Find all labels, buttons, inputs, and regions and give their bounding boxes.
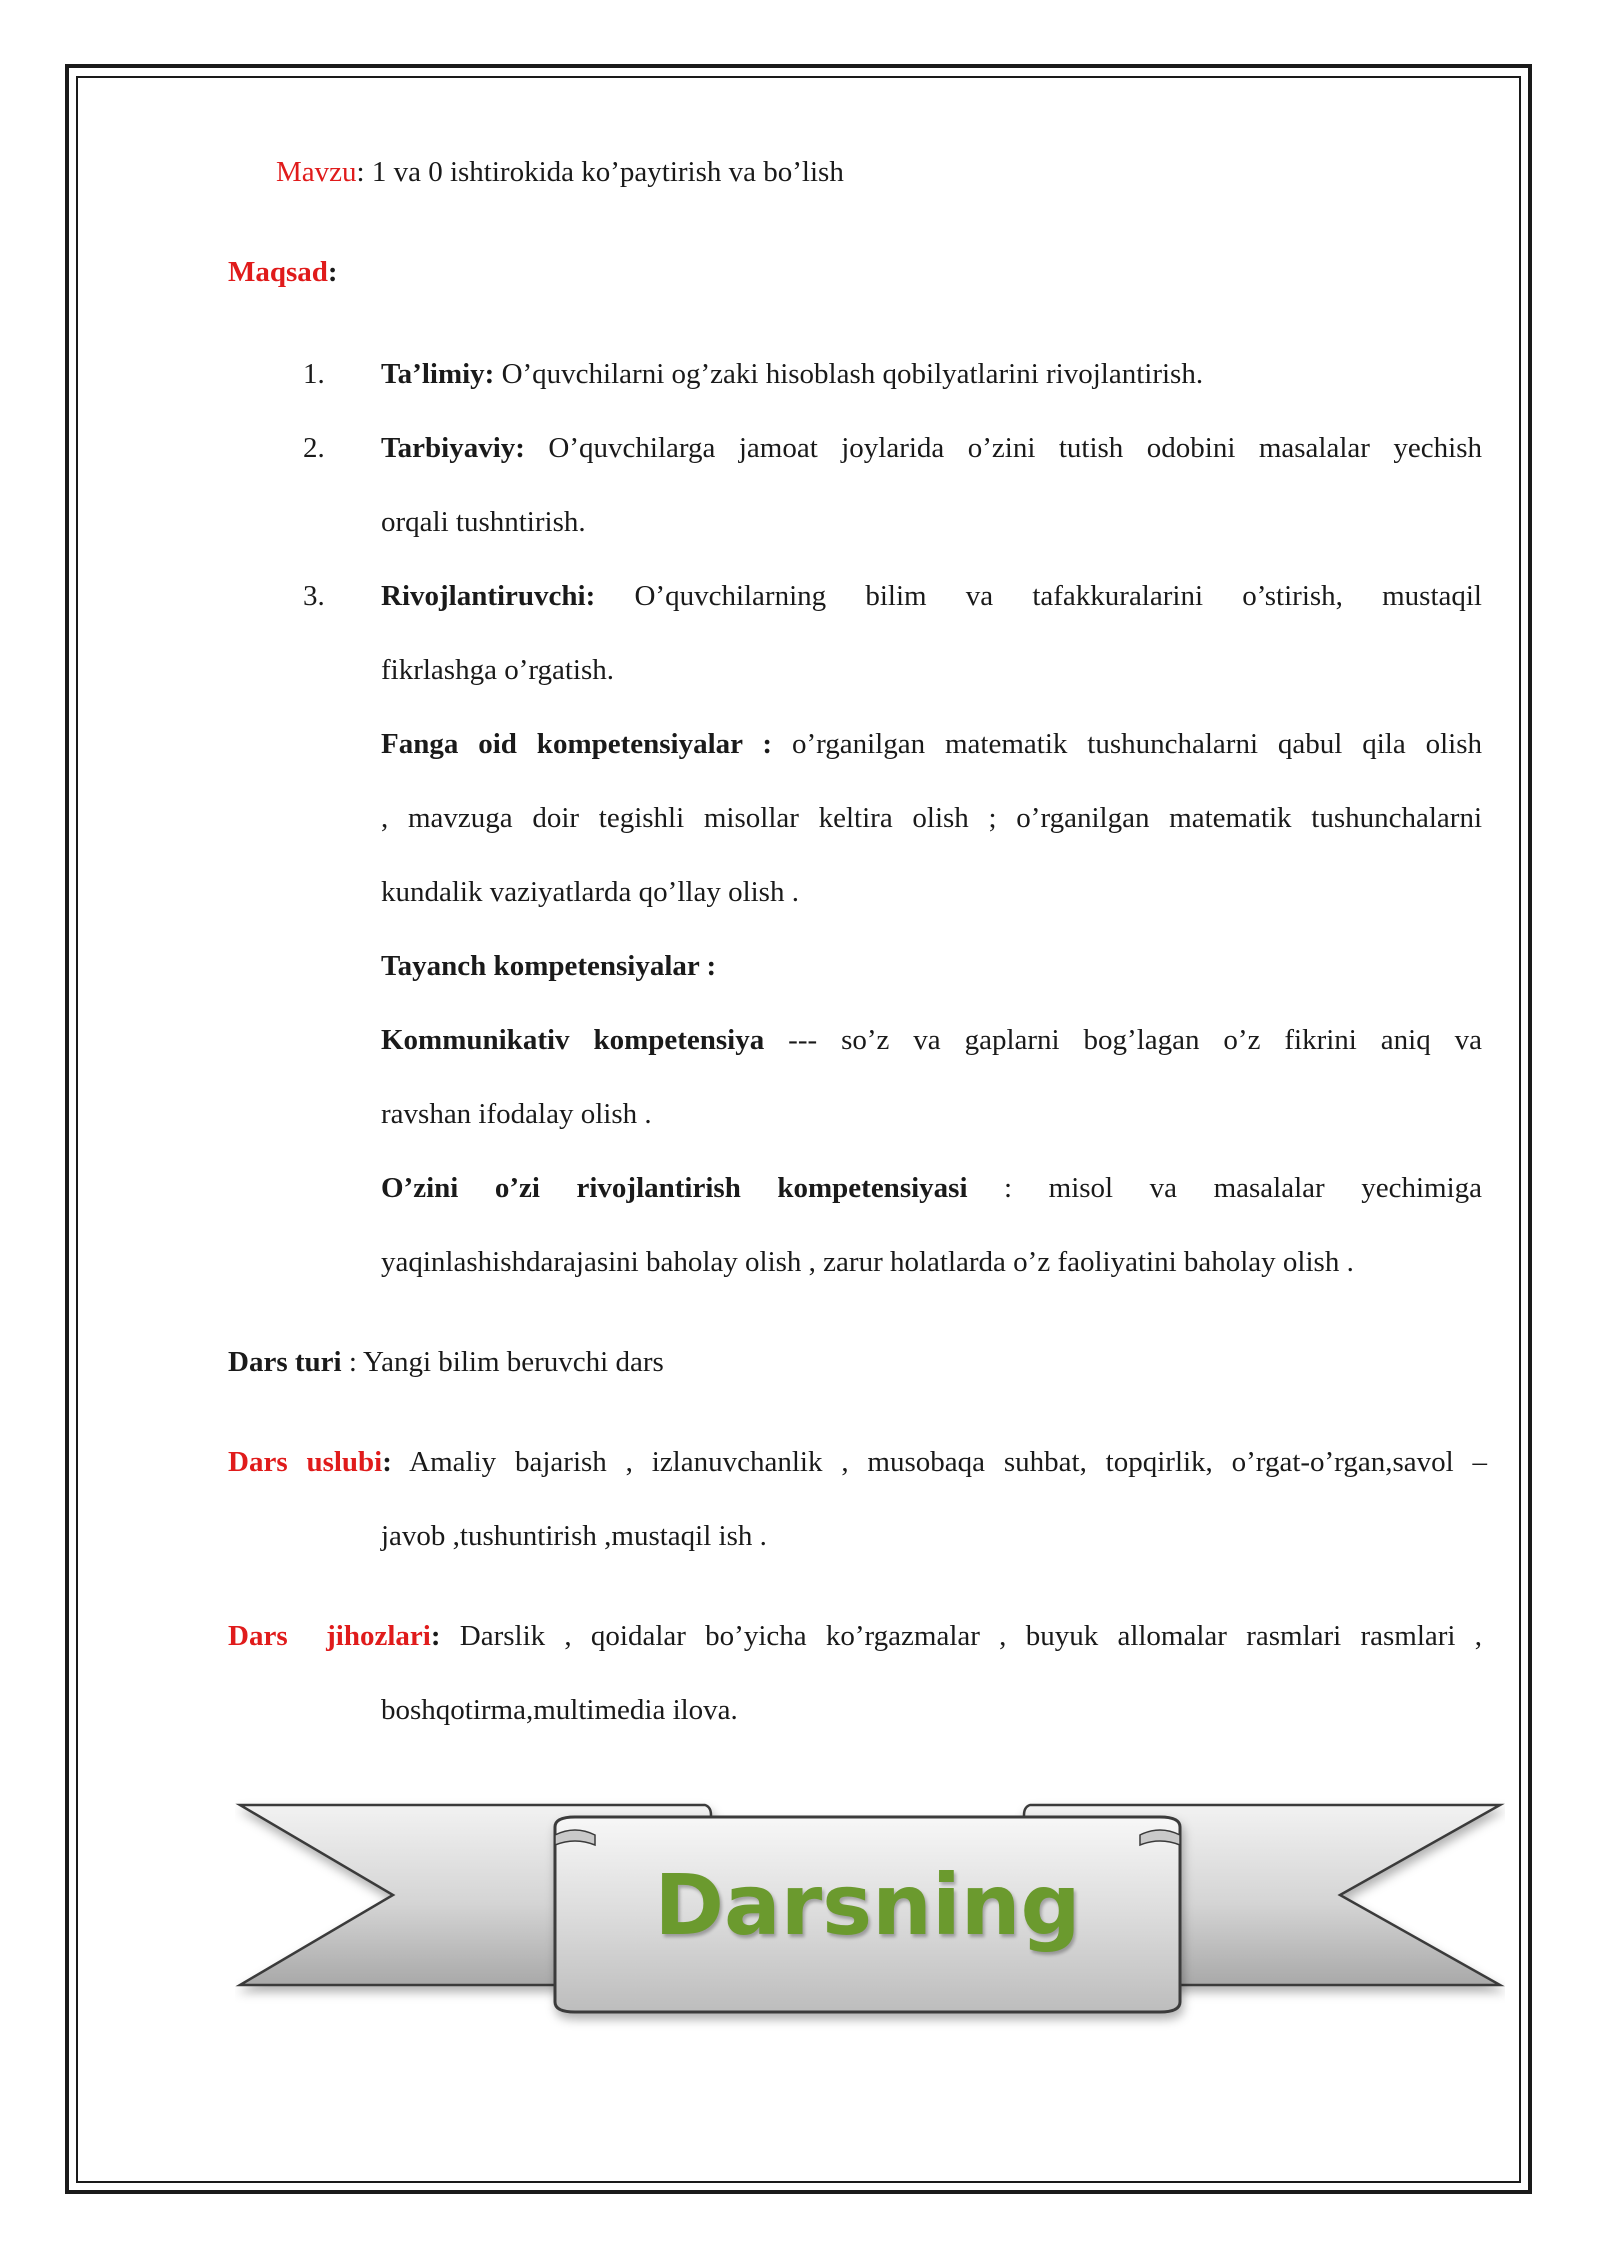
fanga-line-2: , mavzuga doir tegishli misollar keltira olish ; o’rganilgan matematik tushunchalarni xyxy=(381,802,1482,834)
maqsad-heading xyxy=(228,254,338,290)
ribbon-banner-title: Darsning xyxy=(654,1856,1081,1954)
dars-turi-label: Dars turi xyxy=(228,1346,342,1378)
mavzu-colon: : xyxy=(356,156,365,188)
dars-jihozlari-colon: : xyxy=(430,1620,441,1652)
goal-3-text: O’quvchilarning bilim va tafakkuralarini o’stirish, mustaqil xyxy=(595,580,1482,612)
dars-uslubi-line-2: javob ,tushuntirish ,mustaqil ish . xyxy=(381,1520,767,1552)
fanga-line-3: kundalik vaziyatlarda qo’llay olish . xyxy=(381,876,799,908)
kommunikativ-line-2: ravshan ifodalay olish . xyxy=(381,1098,652,1130)
goal-1-number: 1. xyxy=(303,358,325,390)
dars-jihozlari-label: Dars jihozlari xyxy=(228,1620,431,1652)
kommunikativ-line-1 xyxy=(381,1022,1482,1058)
dars-uslubi-colon: : xyxy=(382,1446,392,1478)
mavzu-text: 1 va 0 ishtirokida ko’paytirish va bo’lish xyxy=(364,156,844,188)
dars-uslubi-line-1 xyxy=(228,1444,1487,1480)
dars-jihozlari-line-1 xyxy=(228,1618,1482,1654)
goal-3-number: 3. xyxy=(303,580,325,612)
goal-2-line-2: orqali tushntirish. xyxy=(381,506,586,538)
dars-jihozlari-text-1: Darslik , qoidalar bo’yicha ko’rgazmalar , buyuk allomalar rasmlari rasmlari , xyxy=(440,1620,1483,1652)
fanga-text-1: o’rganilgan matematik tushunchalarni qabul qila olish xyxy=(772,728,1482,760)
goal-1-label: Ta’limiy: xyxy=(381,358,495,390)
fanga-line-1 xyxy=(381,726,1482,762)
goal-1-line xyxy=(381,356,1203,392)
ozini-line-2: yaqinlashishdarajasini baholay olish , zarur holatlarda o’z faoliyatini baholay olish . xyxy=(381,1246,1354,1278)
maqsad-colon: : xyxy=(327,256,338,288)
ozini-line-1 xyxy=(381,1170,1482,1206)
mavzu-line xyxy=(276,154,844,190)
dars-jihozlari-line-2: boshqotirma,multimedia ilova. xyxy=(381,1694,738,1726)
goal-3-line-1 xyxy=(381,578,1482,614)
kommunikativ-text-1: --- so’z va gaplarni bog’lagan o’z fikrini aniq va xyxy=(764,1024,1482,1056)
maqsad-label: Maqsad xyxy=(228,256,328,288)
ribbon-banner xyxy=(235,1795,1505,2035)
kommunikativ-label: Kommunikativ kompetensiya xyxy=(381,1024,765,1056)
ozini-label: O’zini o’zi rivojlantirish kompetensiyasi xyxy=(381,1172,968,1204)
tayanch-heading: Tayanch kompetensiyalar : xyxy=(381,950,717,982)
dars-uslubi-label: Dars uslubi xyxy=(228,1446,383,1478)
ozini-text-1: : misol va masalalar yechimiga xyxy=(967,1172,1483,1204)
dars-turi-text: : Yangi bilim beruvchi dars xyxy=(341,1346,664,1378)
goal-2-text: O’quvchilarga jamoat joylarida o’zini tutish odobini masalalar yechish xyxy=(524,432,1482,464)
goal-3-label: Rivojlantiruvchi: xyxy=(381,580,596,612)
mavzu-label: Mavzu xyxy=(276,156,357,188)
goal-2-number: 2. xyxy=(303,432,325,464)
goal-2-line-1 xyxy=(381,430,1482,466)
fanga-label: Fanga oid kompetensiyalar : xyxy=(381,728,773,760)
dars-turi-line xyxy=(228,1344,664,1380)
goal-2-label: Tarbiyaviy: xyxy=(381,432,525,464)
dars-uslubi-text-1: Amaliy bajarish , izlanuvchanlik , musobaqa suhbat, topqirlik, o’rgat-o’rgan,savol – xyxy=(391,1446,1488,1478)
goal-3-line-2: fikrlashga o’rgatish. xyxy=(381,654,615,686)
goal-1-text: O’quvchilarni og’zaki hisoblash qobilyatlarini rivojlantirish. xyxy=(494,358,1204,390)
